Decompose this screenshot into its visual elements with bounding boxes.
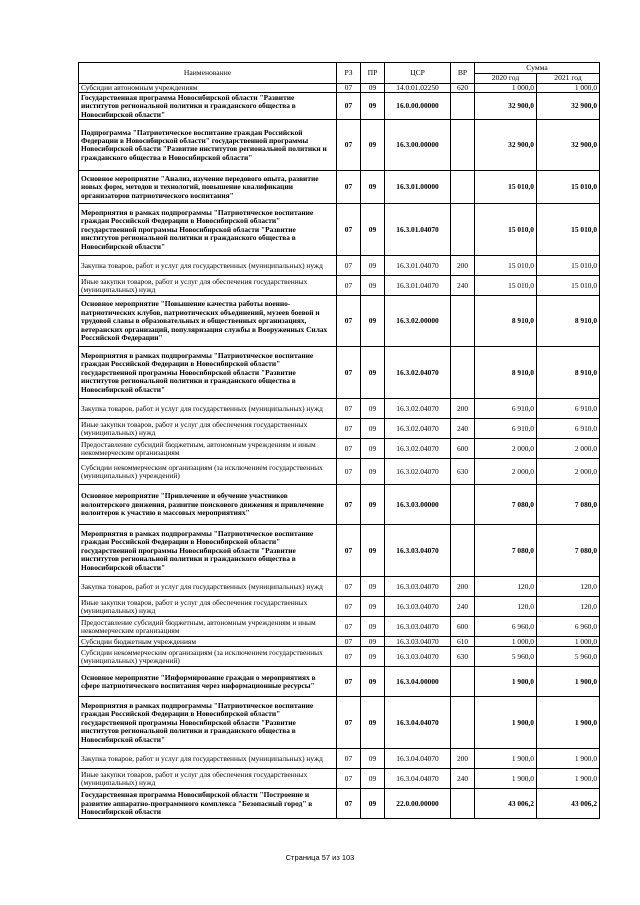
cell-pr: 09 [361, 296, 385, 347]
table-row [79, 637, 600, 647]
cell-pr: 09 [361, 439, 385, 459]
cell-name: Субсидии некоммерческим организациям (за исключением государственных (муниципальных) учреждений) [79, 459, 337, 485]
cell-name: Закупка товаров, работ и услуг для государственных (муниципальных) нужд [79, 256, 337, 276]
cell-pr: 09 [361, 749, 385, 769]
cell-name: Основное мероприятие "Информирование граждан о мероприятиях в сфере патриотического воспитания через информационные ресурсы" [79, 667, 337, 697]
cell-rz: 07 [337, 84, 361, 93]
cell-vr: 600 [451, 439, 475, 459]
cell-vr [451, 697, 475, 749]
col-header-sum: Сумма [475, 63, 600, 74]
cell-name: Иные закупки товаров, работ и услуг для обеспечения государственных (муниципальных) нужд [79, 769, 337, 789]
cell-name: Субсидии бюджетным учреждениям [79, 637, 337, 647]
cell-vr: 200 [451, 749, 475, 769]
cell-vr [451, 525, 475, 577]
table-row [79, 459, 600, 485]
cell-2021: 32 900,0 [537, 120, 600, 171]
cell-2020: 1 900,0 [475, 667, 537, 697]
cell-csr: 16.3.03.00000 [385, 485, 451, 525]
table-row [79, 256, 600, 276]
cell-name: Субсидии автономным учреждениям [79, 84, 337, 93]
cell-csr: 16.3.04.04070 [385, 697, 451, 749]
cell-rz: 07 [337, 617, 361, 637]
cell-rz: 07 [337, 204, 361, 256]
cell-vr [451, 93, 475, 120]
table-row [79, 667, 600, 697]
cell-rz: 07 [337, 296, 361, 347]
cell-rz: 07 [337, 667, 361, 697]
cell-name: Предоставление субсидий бюджетным, автономным учреждениям и иным некоммерческим организациям [79, 439, 337, 459]
cell-2020: 120,0 [475, 597, 537, 617]
cell-2021: 2 000,0 [537, 459, 600, 485]
cell-rz: 07 [337, 347, 361, 399]
cell-pr: 09 [361, 577, 385, 597]
cell-2020: 15 010,0 [475, 276, 537, 296]
cell-2020: 2 000,0 [475, 439, 537, 459]
cell-2020: 1 900,0 [475, 697, 537, 749]
table-row [79, 93, 600, 120]
cell-rz: 07 [337, 525, 361, 577]
cell-2021: 6 960,0 [537, 617, 600, 637]
cell-name: Государственная программа Новосибирской области "Развитие институтов региональной политики и гражданского общества в Новосибирской области" [79, 93, 337, 120]
cell-vr: 240 [451, 597, 475, 617]
cell-csr: 14.0.01.02250 [385, 84, 451, 93]
cell-2020: 32 900,0 [475, 120, 537, 171]
cell-csr: 16.0.00.00000 [385, 93, 451, 120]
table-row [79, 419, 600, 439]
cell-name: Субсидии некоммерческим организациям (за исключением государственных (муниципальных) учреждений) [79, 647, 337, 667]
cell-name: Государственная программа Новосибирской области "Построение и развитие аппаратно-программного комплекса "Безопасный город" в Новосибирской области [79, 789, 337, 819]
cell-vr: 240 [451, 769, 475, 789]
col-header-rz: РЗ [337, 63, 361, 84]
cell-2021: 1 000,0 [537, 637, 600, 647]
cell-name: Мероприятия в рамках подпрограммы "Патриотическое воспитание граждан Российской Федерации в Новосибирской области" государственной программы Новосибирской области "Развитие институтов региональной политики и гражданского общества в Новосибирской области" [79, 204, 337, 256]
cell-2021: 15 010,0 [537, 171, 600, 204]
cell-rz: 07 [337, 769, 361, 789]
col-header-vr: ВР [451, 63, 475, 84]
cell-csr: 16.3.03.04070 [385, 647, 451, 667]
cell-2021: 1 000,0 [537, 84, 600, 93]
cell-pr: 09 [361, 120, 385, 171]
cell-vr [451, 667, 475, 697]
cell-pr: 09 [361, 485, 385, 525]
cell-vr: 200 [451, 256, 475, 276]
cell-2020: 7 080,0 [475, 525, 537, 577]
cell-rz: 07 [337, 597, 361, 617]
cell-name: Мероприятия в рамках подпрограммы "Патриотическое воспитание граждан Российской Федерации в Новосибирской области" государственной программы Новосибирской области "Развитие институтов региональной политики и гражданского общества в Новосибирской области" [79, 525, 337, 577]
cell-pr: 09 [361, 597, 385, 617]
cell-rz: 07 [337, 577, 361, 597]
cell-vr: 200 [451, 577, 475, 597]
cell-name: Иные закупки товаров, работ и услуг для обеспечения государственных (муниципальных) нужд [79, 597, 337, 617]
cell-pr: 09 [361, 769, 385, 789]
cell-2021: 1 900,0 [537, 697, 600, 749]
cell-pr: 09 [361, 93, 385, 120]
cell-2021: 43 006,2 [537, 789, 600, 819]
cell-2020: 6 910,0 [475, 399, 537, 419]
cell-vr: 240 [451, 419, 475, 439]
cell-2020: 1 900,0 [475, 769, 537, 789]
cell-csr: 16.3.01.04070 [385, 204, 451, 256]
table-row [79, 399, 600, 419]
cell-name: Закупка товаров, работ и услуг для государственных (муниципальных) нужд [79, 749, 337, 769]
cell-csr: 22.0.00.00000 [385, 789, 451, 819]
cell-2020: 6 910,0 [475, 419, 537, 439]
cell-pr: 09 [361, 84, 385, 93]
cell-csr: 16.3.02.04070 [385, 459, 451, 485]
cell-2021: 1 900,0 [537, 667, 600, 697]
cell-rz: 07 [337, 647, 361, 667]
cell-2021: 15 010,0 [537, 276, 600, 296]
cell-vr: 630 [451, 647, 475, 667]
cell-csr: 16.3.03.04070 [385, 577, 451, 597]
cell-2020: 15 010,0 [475, 256, 537, 276]
cell-pr: 09 [361, 697, 385, 749]
cell-pr: 09 [361, 419, 385, 439]
cell-vr [451, 485, 475, 525]
cell-pr: 09 [361, 276, 385, 296]
table-row [79, 617, 600, 637]
cell-csr: 16.3.02.04070 [385, 419, 451, 439]
cell-vr [451, 120, 475, 171]
table-row [79, 120, 600, 171]
cell-name: Мероприятия в рамках подпрограммы "Патриотическое воспитание граждан Российской Федерации в Новосибирской области" государственной программы Новосибирской области "Развитие институтов региональной политики и гражданского общества в Новосибирской области" [79, 347, 337, 399]
cell-name: Основное мероприятие "Анализ, изучение передового опыта, развитие новых форм, методов и технологий, повышение квалификации организаторов патриотического воспитания" [79, 171, 337, 204]
cell-rz: 07 [337, 399, 361, 419]
cell-2021: 7 080,0 [537, 485, 600, 525]
table-row [79, 749, 600, 769]
cell-2020: 2 000,0 [475, 459, 537, 485]
cell-2020: 8 910,0 [475, 347, 537, 399]
table-row [79, 276, 600, 296]
cell-2020: 7 080,0 [475, 485, 537, 525]
cell-rz: 07 [337, 789, 361, 819]
cell-csr: 16.3.02.04070 [385, 347, 451, 399]
cell-2021: 15 010,0 [537, 204, 600, 256]
col-header-2021: 2021 год [537, 74, 600, 84]
cell-2021: 15 010,0 [537, 256, 600, 276]
cell-rz: 07 [337, 485, 361, 525]
cell-pr: 09 [361, 347, 385, 399]
cell-2020: 6 960,0 [475, 617, 537, 637]
cell-2021: 8 910,0 [537, 296, 600, 347]
cell-rz: 07 [337, 749, 361, 769]
table-row [79, 647, 600, 667]
table-row [79, 296, 600, 347]
cell-2020: 15 010,0 [475, 171, 537, 204]
table-row [79, 84, 600, 93]
cell-2020: 8 910,0 [475, 296, 537, 347]
cell-2020: 5 960,0 [475, 647, 537, 667]
table-row [79, 204, 600, 256]
cell-name: Иные закупки товаров, работ и услуг для обеспечения государственных (муниципальных) нужд [79, 419, 337, 439]
cell-name: Мероприятия в рамках подпрограммы "Патриотическое воспитание граждан Российской Федерации в Новосибирской области" государственной программы Новосибирской области "Развитие институтов региональной политики и гражданского общества в Новосибирской области" [79, 697, 337, 749]
cell-name: Предоставление субсидий бюджетным, автономным учреждениям и иным некоммерческим организациям [79, 617, 337, 637]
page-footer: Страница 57 из 103 [285, 853, 355, 862]
budget-table [78, 62, 600, 819]
cell-2020: 15 010,0 [475, 204, 537, 256]
cell-vr: 630 [451, 459, 475, 485]
cell-pr: 09 [361, 789, 385, 819]
table-row [79, 597, 600, 617]
cell-csr: 16.3.04.04070 [385, 769, 451, 789]
cell-2021: 1 900,0 [537, 769, 600, 789]
cell-vr: 620 [451, 84, 475, 93]
cell-2020: 1 000,0 [475, 84, 537, 93]
table-row [79, 171, 600, 204]
cell-vr: 240 [451, 276, 475, 296]
cell-pr: 09 [361, 399, 385, 419]
cell-2021: 5 960,0 [537, 647, 600, 667]
cell-pr: 09 [361, 204, 385, 256]
cell-pr: 09 [361, 667, 385, 697]
cell-name: Подпрограмма "Патриотическое воспитание граждан Российской Федерации в Новосибирской области" государственной программы Новосибирской области "Развитие институтов региональной политики и гражданского общества в Новосибирской области" [79, 120, 337, 171]
cell-rz: 07 [337, 439, 361, 459]
cell-name: Закупка товаров, работ и услуг для государственных (муниципальных) нужд [79, 577, 337, 597]
cell-rz: 07 [337, 419, 361, 439]
cell-pr: 09 [361, 256, 385, 276]
cell-pr: 09 [361, 171, 385, 204]
cell-csr: 16.3.02.00000 [385, 296, 451, 347]
table-row [79, 347, 600, 399]
cell-csr: 16.3.00.00000 [385, 120, 451, 171]
cell-csr: 16.3.04.00000 [385, 667, 451, 697]
cell-2021: 8 910,0 [537, 347, 600, 399]
cell-name: Основное мероприятие "Повышение качества работы военно-патриотических клубов, патриотических объединений, музеев боевой и трудовой славы в образовательных и общественных организациях, ветеранских организаций, популяризация службы в Вооруженных Силах Российской Федерации" [79, 296, 337, 347]
table-header [79, 63, 600, 84]
cell-2021: 7 080,0 [537, 525, 600, 577]
cell-csr: 16.3.03.04070 [385, 637, 451, 647]
cell-vr: 200 [451, 399, 475, 419]
cell-name: Иные закупки товаров, работ и услуг для обеспечения государственных (муниципальных) нужд [79, 276, 337, 296]
cell-csr: 16.3.01.04070 [385, 256, 451, 276]
cell-2020: 32 900,0 [475, 93, 537, 120]
col-header-pr: ПР [361, 63, 385, 84]
cell-2020: 1 900,0 [475, 749, 537, 769]
cell-vr [451, 789, 475, 819]
cell-name: Закупка товаров, работ и услуг для государственных (муниципальных) нужд [79, 399, 337, 419]
cell-rz: 07 [337, 171, 361, 204]
cell-name: Основное мероприятие "Привлечение и обучение участников волонтерского движения, развитие поискового движения и привлечение волонтеров к участию в массовых мероприятиях" [79, 485, 337, 525]
cell-rz: 07 [337, 459, 361, 485]
cell-2021: 6 910,0 [537, 399, 600, 419]
col-header-2020: 2020 год [475, 74, 537, 84]
cell-2021: 120,0 [537, 577, 600, 597]
cell-rz: 07 [337, 120, 361, 171]
cell-vr [451, 296, 475, 347]
table-row [79, 577, 600, 597]
table-row [79, 525, 600, 577]
cell-csr: 16.3.02.04070 [385, 439, 451, 459]
cell-2021: 120,0 [537, 597, 600, 617]
cell-pr: 09 [361, 459, 385, 485]
cell-csr: 16.3.04.04070 [385, 749, 451, 769]
table-row [79, 697, 600, 749]
cell-rz: 07 [337, 697, 361, 749]
cell-csr: 16.3.02.04070 [385, 399, 451, 419]
cell-pr: 09 [361, 647, 385, 667]
table-row [79, 789, 600, 819]
cell-csr: 16.3.03.04070 [385, 597, 451, 617]
cell-2021: 1 900,0 [537, 749, 600, 769]
cell-vr [451, 347, 475, 399]
cell-rz: 07 [337, 276, 361, 296]
table-row [79, 485, 600, 525]
cell-vr [451, 204, 475, 256]
cell-vr: 610 [451, 637, 475, 647]
table-row [79, 769, 600, 789]
cell-pr: 09 [361, 525, 385, 577]
cell-rz: 07 [337, 256, 361, 276]
cell-2021: 2 000,0 [537, 439, 600, 459]
cell-2020: 43 006,2 [475, 789, 537, 819]
cell-pr: 09 [361, 637, 385, 647]
cell-2020: 120,0 [475, 577, 537, 597]
cell-csr: 16.3.01.00000 [385, 171, 451, 204]
cell-vr [451, 171, 475, 204]
cell-pr: 09 [361, 617, 385, 637]
cell-2021: 32 900,0 [537, 93, 600, 120]
cell-csr: 16.3.03.04070 [385, 525, 451, 577]
cell-2021: 6 910,0 [537, 419, 600, 439]
col-header-name: Наименование [79, 63, 337, 84]
cell-vr: 600 [451, 617, 475, 637]
col-header-csr: ЦСР [385, 63, 451, 84]
cell-rz: 07 [337, 637, 361, 647]
cell-csr: 16.3.01.04070 [385, 276, 451, 296]
table-row [79, 439, 600, 459]
table-body [79, 84, 600, 819]
cell-csr: 16.3.03.04070 [385, 617, 451, 637]
cell-2020: 1 000,0 [475, 637, 537, 647]
cell-rz: 07 [337, 93, 361, 120]
budget-table-sheet [78, 62, 599, 819]
